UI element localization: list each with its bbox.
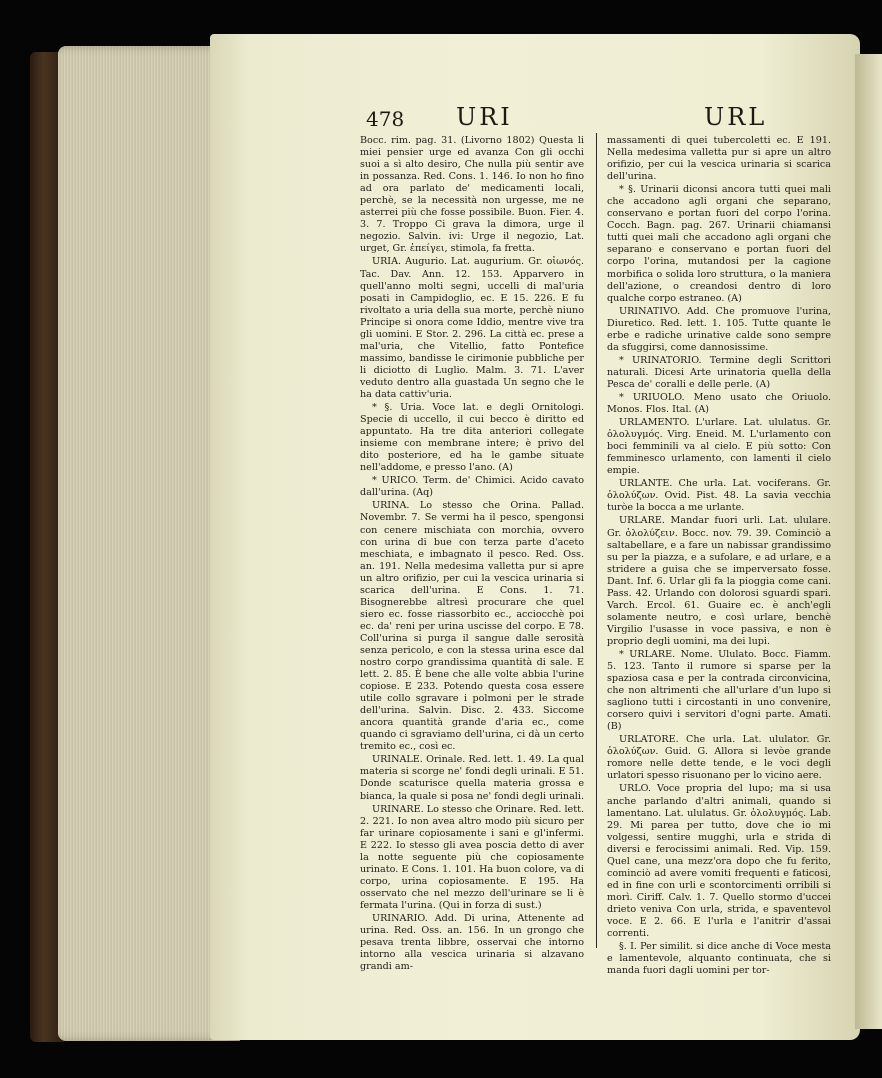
entry: URLAMENTO. L'urlare. Lat. ululatus. Gr. ὀλολυγμός. Virg. Eneid. M. L'urlamento con boci femminili va al cielo. E più sotto: Con femminesco urlamento, con lamenti il cielo empie. <box>607 417 831 477</box>
entry: * §. Uria. Voce lat. e degli Ornitologi. Specie di uccello, il cui becco è diritto ed appuntato. Ha tre dita anteriori collegate insieme con membrane intere; è privo del dito posteriore, ed ha le gambe situate nell'addome, e presso l'ano. (A) <box>360 402 584 474</box>
entry: URINARIO. Add. Di urina, Attenente ad urina. Red. Oss. an. 156. In un grongo che pesava trenta libbre, osservai che intorno intorno alla vescica urinaria si alzavano grandi am- <box>360 913 584 973</box>
entry: URIA. Augurio. Lat. augurium. Gr. οἰωνός. Tac. Dav. Ann. 12. 153. Apparvero in quell'anno molti segni, uccelli di mal'uria posati in Campidoglio, ec. E 15. 226. E fu rivoltato a uria della sua morte, perchè niuno Principe si onora come Iddio, mentre vive tra gli uomini. E Stor. 2. 296. La città ec. prese a mal'uria, che Vitellio, fatto Pontefice massimo, bandisse le cirimonie pubbliche per li diciotto di Luglio. Malm. 3. 71. L'aver veduto dentro alla guastada Un segno che le ha data cattiv'uria. <box>360 256 584 400</box>
entry: * URIUOLO. Meno usato che Oriuolo. Monos. Flos. Ital. (A) <box>607 391 831 416</box>
entry: URINA. Lo stesso che Orina. Pallad. Novembr. 7. Se vermi ha il pesco, spengonsi con cenere mischiata con morchia, ovvero con urina di bue con terza parte d'aceto meschiata, e imbagnato il pesco. Red. Oss. an. 191. Nella medesima valletta pur si apre un altro orifizio, per cui la vescica urinaria si scarica dell'urina. E Cons. 1. 71. Bisognerebbe altresì procurare che quel siero ec. fosse riassorbito ec., acciocchè poi ec. da' reni per urina uscisse del corpo. E 78. Coll'urina si purga il sangue dalle serosità senza pericolo, e con la stessa urina esce dal nostro corpo grandissima quantità di sale. E lett. 2. 85. È bene che alle volte abbia l'urine copiose. E 233. Potendo questa cosa essere utile collo sgravare i polmoni per le strade dell'urina. Salvin. Disc. 2. 433. Siccome ancora quantità grande d'aria ec., come quando ci sgraviamo dell'urina, ci dà un certo tremito ec., così ec. <box>360 500 584 753</box>
entry: * §. Urinarii diconsi ancora tutti quei mali che accadono agli organi che separano, conservano e portan fuori del corpo l'orina. Cocch. Bagn. pag. 267. Urinarii chiamansi tutti quei mali che accadono agli organi che separano e conservano e portan fuori del corpo l'orina, mutandosi per la cagione morbifica o solida loro struttura, o la maniera dell'azione, o creandosi dentro di loro qualche corpo estraneo. (A) <box>607 184 831 304</box>
entry: URINATIVO. Add. Che promuove l'urina, Diuretico. Red. lett. 1. 105. Tutte quante le erbe e radiche urinative calde sono sempre da sfuggirsi, come dannosissime. <box>607 305 831 353</box>
page-header <box>366 103 816 133</box>
entry: URLATORE. Che urla. Lat. ululator. Gr. ὀλολύζων. Guid. G. Allora si levòe grande romore nelle dette tende, e le voci degli urlatori spesso risuonano per lo vicino aere. <box>607 734 831 782</box>
left-column <box>360 135 584 973</box>
entry: URLO. Voce propria del lupo; ma si usa anche parlando d'altri animali, quando si lamentano. Lat. ululatus. Gr. ὀλολυγμός. Lab. 29. Mi parea per tutto, dove che io mi volgessi, sentire mugghi, urla e strida di diversi e ferocissimi animali. Red. Vip. 159. Quel cane, una mezz'ora dopo che fu ferito, cominciò ad avere vomiti frequenti e faticosi, ed in fine con urli e scontorcimenti orribili si morì. Ciriff. Calv. 1. 7. Quello stormo d'uccei drieto veniva Con urla, strida, e spaventevol voce. E 2. 66. E l'urla e l'anitrir d'assai correnti. <box>607 783 831 940</box>
entry: Bocc. rim. pag. 31. (Livorno 1802) Questa li miei pensier urge ed avanza Con gli occhi suoi a sì alto desiro, Che nulla più sentir ave in possanza. Red. Cons. 1. 146. Io non ho fino ad ora parlato de' medicamenti locali, perchè, se la necessità non urgesse, me ne asterrei più che fosse possibile. Buon. Fier. 4. 3. 7. Troppo Ci grava la dimora, urge il negozio. Salvin. ivi: Urge il negozio, Lat. urget, Gr. ἐπείγει, stimola, fa fretta. <box>360 135 584 255</box>
entry: §. I. Per similit. si dice anche di Voce mesta e lamentevole, alquanto continuata, che si manda fuori dagli uomini per tor- <box>607 941 831 977</box>
page-number: 478 <box>366 107 405 131</box>
running-head-right: URL <box>704 103 768 131</box>
entry: * URICO. Term. de' Chimici. Acido cavato dall'urina. (Aq) <box>360 475 584 499</box>
entry: * URLARE. Nome. Ululato. Bocc. Fiamm. 5. 123. Tanto il rumore si sparse per la spaziosa casa e per la contrada circonvicina, che non altrimenti che all'urlare d'un lupo si sagliono tutti i circostanti in uno convenire, corsero quivi i servitori d'ogni parte. Amati. (B) <box>607 648 831 733</box>
right-column <box>607 135 831 977</box>
column-rule <box>596 133 597 948</box>
entry: URLARE. Mandar fuori urli. Lat. ululare. Gr. ὀλολύζειν. Bocc. nov. 79. 39. Cominciò a saltabellare, e a fare un nabissar grandissimo su per la piazza, e a sufolare, e ad urlare, e a stridere a guisa che se imperversato fosse. Dant. Inf. 6. Urlar gli fa la pioggia come cani. Pass. 42. Urlando con dolorosi sguardi spari. Varch. Ercol. 61. Guaire ec. è anch'egli solamente neutro, e così urlare, benchè Virgilio l'usasse in voce passiva, e non è proprio degli uomini, ma dei lupi. <box>607 515 831 647</box>
running-head-left: URI <box>456 103 513 131</box>
entry: URLANTE. Che urla. Lat. vociferans. Gr. ὀλολύζων. Ovid. Pist. 48. La savia vecchia turòe la bocca a me urlante. <box>607 478 831 514</box>
entry: * URINATORIO. Termine degli Scrittori naturali. Dicesi Arte urinatoria quella della Pesca de' coralli e delle perle. (A) <box>607 354 831 390</box>
facing-page-edge <box>855 54 882 1029</box>
entry: URINARE. Lo stesso che Orinare. Red. lett. 2. 221. Io non avea altro modo più sicuro per far urinare copiosamente i sani e gl'infermi. E 222. Io stesso gli avea poscia detto di aver la notte seguente più che copiosamente urinato. E Cons. 1. 101. Ha buon colore, va di corpo, urina copiosamente. E 195. Ha osservato che nel mezzo dell'urinare se li è fermata l'urina. (Qui in forza di sust.) <box>360 803 584 911</box>
entry: massamenti di quei tubercoletti ec. E 191. Nella medesima valletta pur si apre un altro orifizio, per cui la vescica urinaria si scarica dell'urina. <box>607 135 831 183</box>
entry: URINALE. Orinale. Red. lett. 1. 49. La qual materia si scorge ne' fondi degli urinali. E 51. Donde scaturisce quella materia grossa e bianca, la quale si posa ne' fondi degli urinali. <box>360 754 584 802</box>
